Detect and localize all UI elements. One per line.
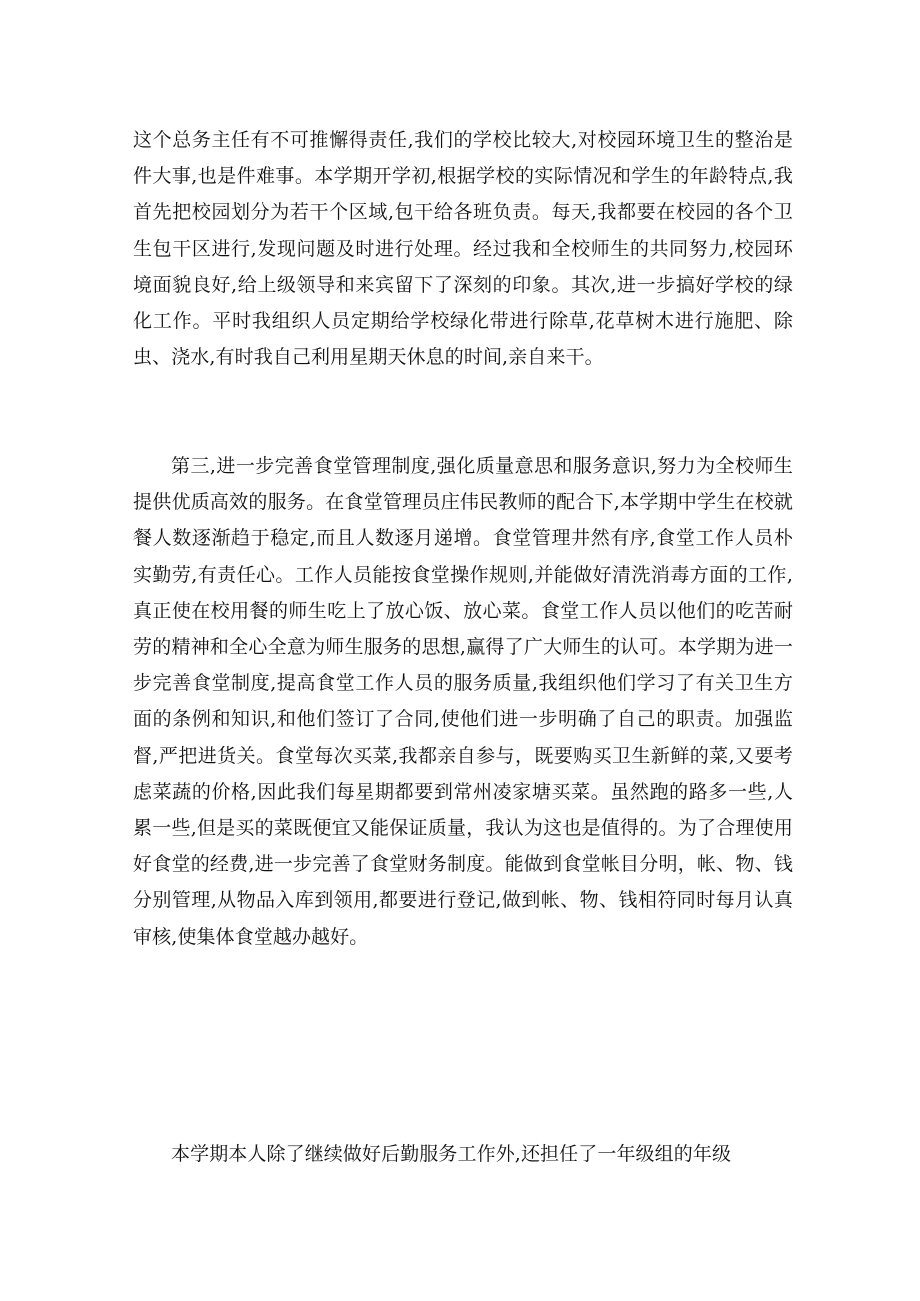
paragraph-grade-duties: 本学期本人除了继续做好后勤服务工作外,还担任了一年级组的年级	[171, 1143, 732, 1165]
paragraph-canteen-management: 第三,进一步完善食堂管理制度,强化质量意思和服务意识,努力为全校师生提供优质高效的服务。在食堂管理员庄伟民教师的配合下,本学期中学生在校就餐人数逐渐趋于稳定,而且人数逐月递增。食堂管理井然有序,食堂工作人员朴实勤劳,有责任心。工作人员能按食堂操作规则,并能做好清洗消毒方面的工作,真正使在校用餐的师生吃上了放心饭、放心菜。食堂工作人员以他们的吃苦耐劳的精神和全心全意为师生服务的思想,赢得了广大师生的认可。本学期为进一步完善食堂制度,提高食堂工作人员的服务质量,我组织他们学习了有关卫生方面的条例和知识,和他们签订了合同,使他们进一步明确了自己的职责。加强监督,严把进货关。食堂每次买菜,我都亲自参与，既要购买卫生新鲜的菜,又要考虑菜蔬的价格,因此我们每星期都要到常州凌家塘买菜。虽然跑的路多一些,人累一些,但是买的菜既便宜又能保证质量，我认为这也是值得的。为了合理使用好食堂的经费,进一步完善了食堂财务制度。能做到食堂帐目分明，帐、物、钱分别管理,从物品入库到领用,都要进行登记,做到帐、物、钱相符同时每月认真审核,使集体食堂越办越好。	[133, 455, 793, 948]
paragraph-general-affairs-campus: 这个总务主任有不可推懈得责任,我们的学校比较大,对校园环境卫生的整治是件大事,也是件难事。本学期开学初,根据学校的实际情况和学生的年龄特点,我首先把校园划分为若干个区域,包干给各班负责。每天,我都要在校园的各个卫生包干区进行,发现问题及时进行处理。经过我和全校师生的共同努力,校园环境面貌良好,给上级领导和来宾留下了深刻的印象。其次,进一步搞好学校的绿化工作。平时我组织人员定期给学校绿化带进行除草,花草树木进行施肥、除虫、浇水,有时我自己利用星期天休息的时间,亲自来干。	[133, 129, 793, 369]
